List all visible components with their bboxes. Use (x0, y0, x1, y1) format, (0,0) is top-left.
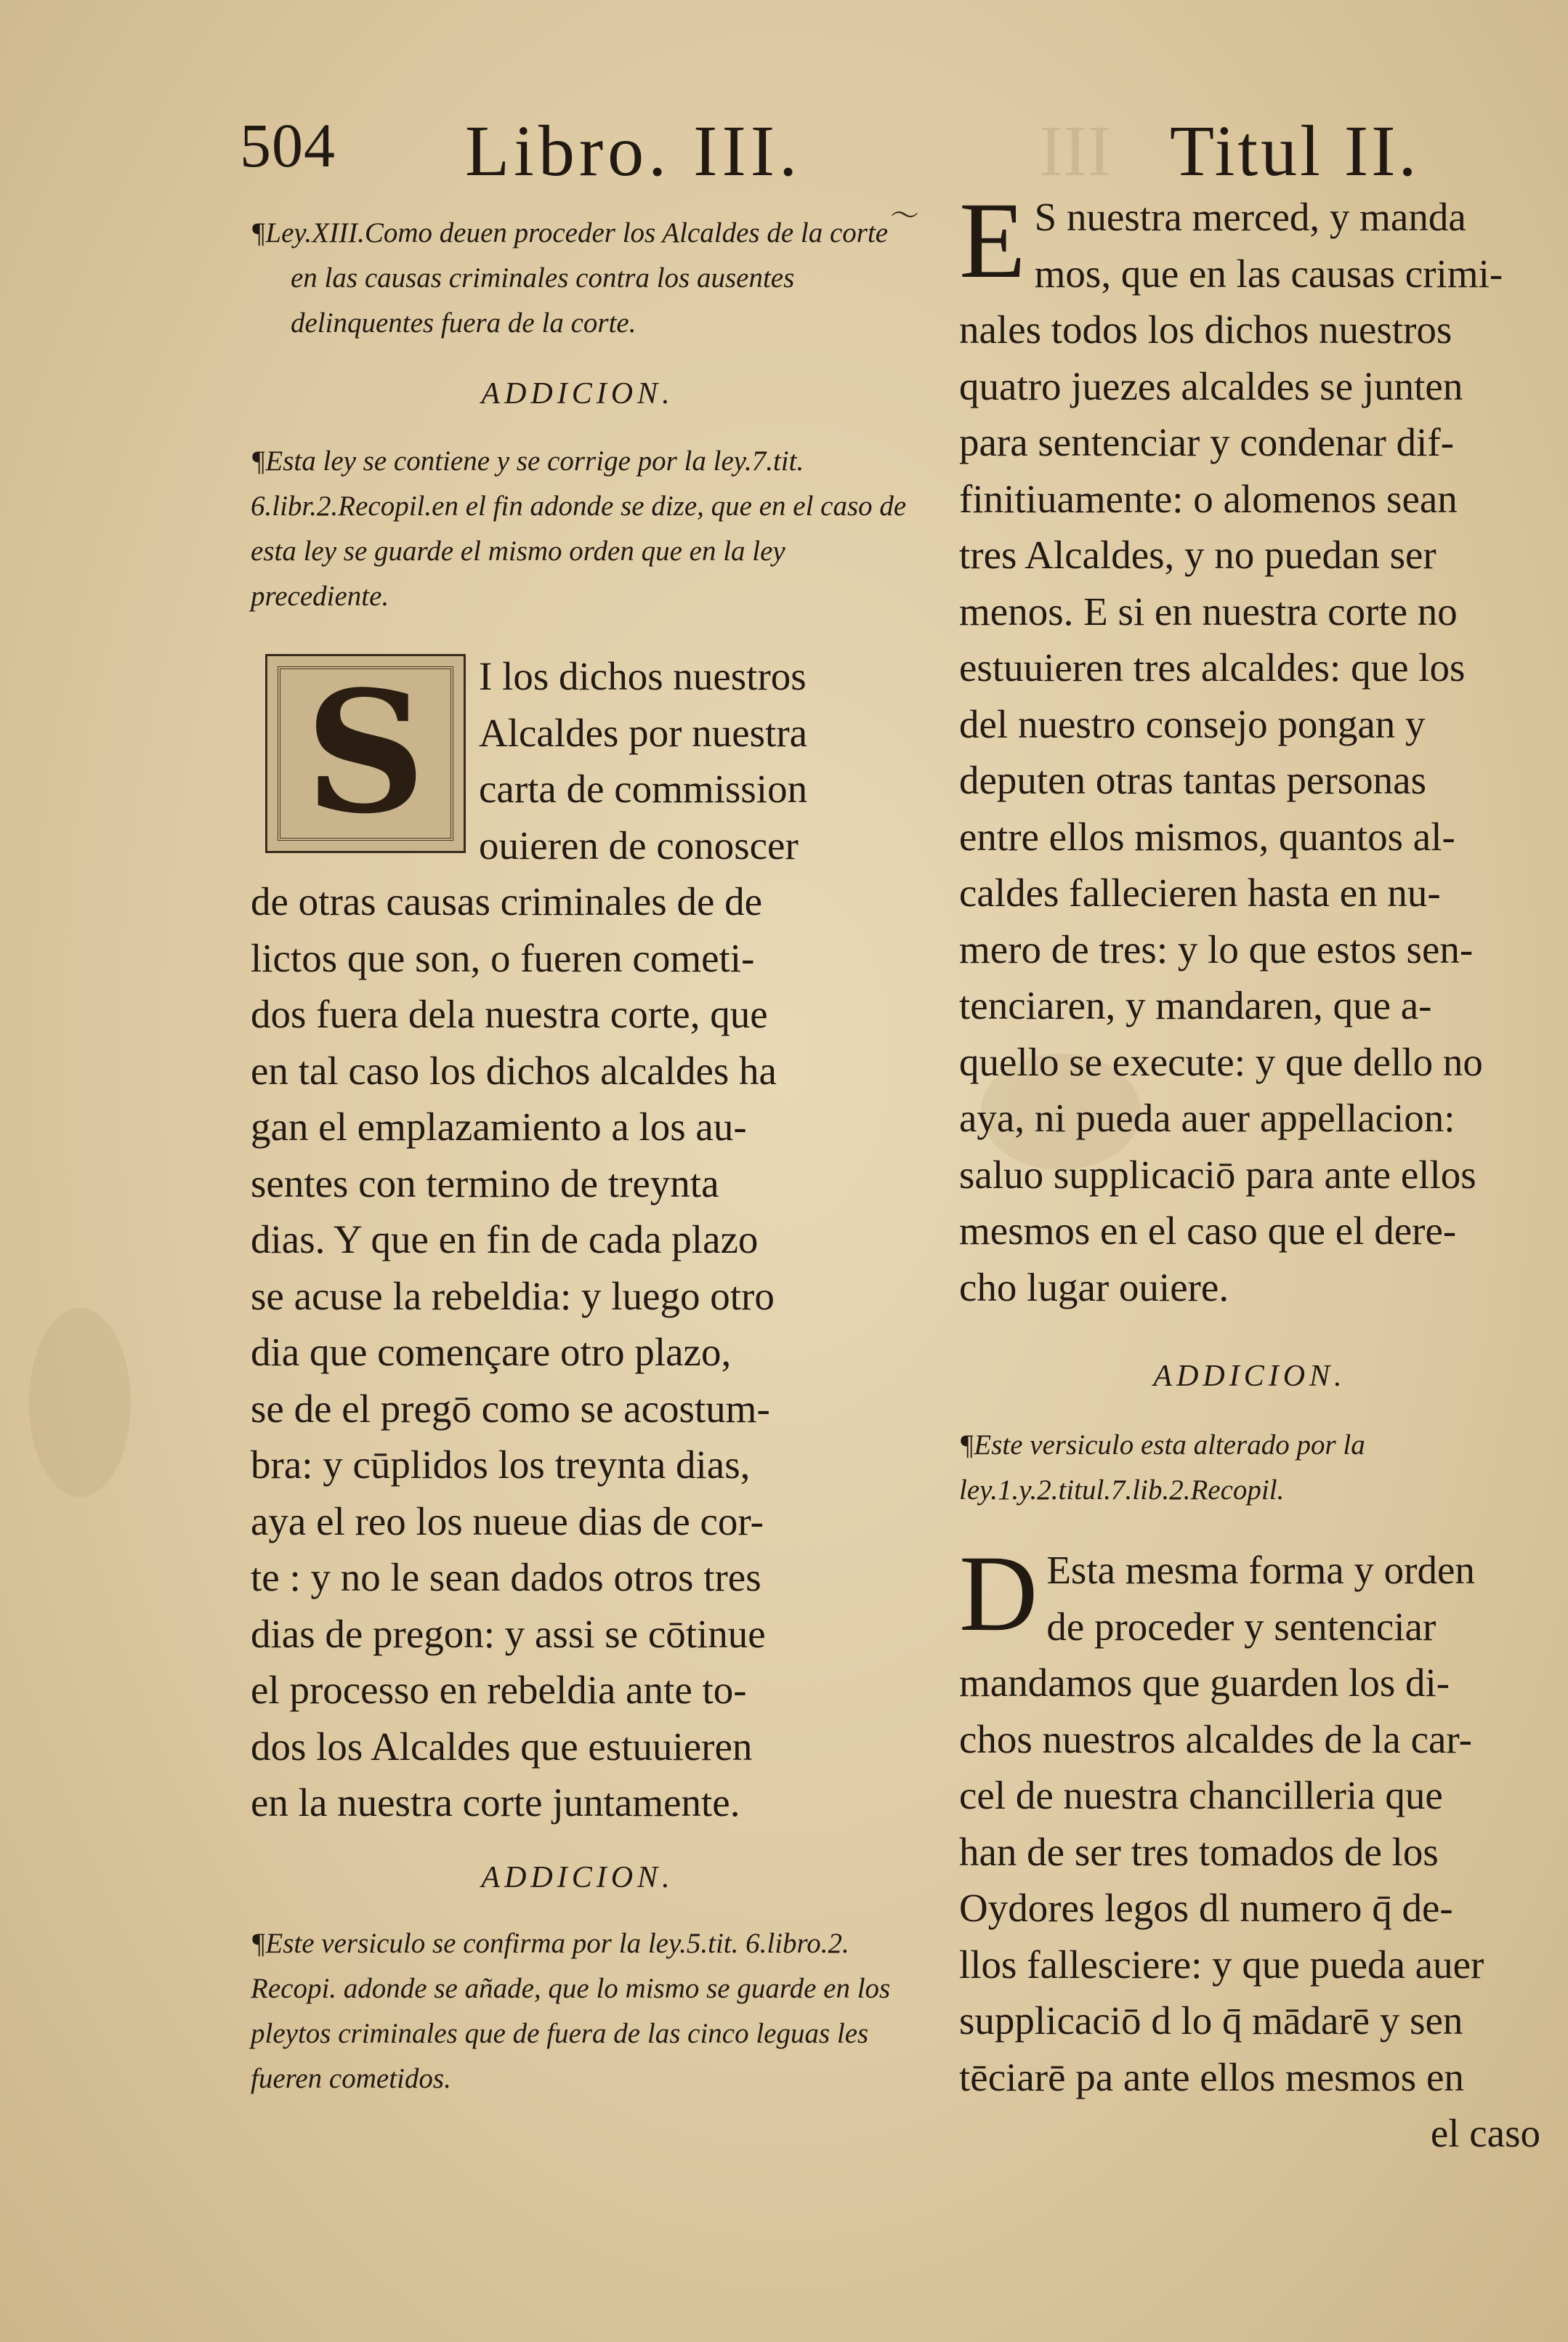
text-line: bra: y cūplidos los treynta dias, (251, 1442, 751, 1487)
running-head-book: Libro. III. (465, 110, 802, 191)
text-line: mandamos que guarden los di- (959, 1660, 1450, 1705)
text-line: tēciarē pa ante ellos mesmos en (959, 2054, 1464, 2099)
text-line: dias de pregon: y assi se cōtinue (251, 1611, 766, 1656)
right-column (959, 180, 1540, 2162)
text-line: Esta mesma forma y orden (1046, 1548, 1475, 1592)
text-line: saluo supplicaciō para ante ellos (959, 1152, 1476, 1197)
text-line: cho lugar ouiere. (959, 1264, 1229, 1309)
text-line: en tal caso los dichos alcaldes ha (251, 1048, 777, 1093)
text-line: supplicaciō d lo q̄ mādarē y sen (959, 1998, 1463, 2043)
addicion-note: ¶Este versiculo se confirma por la ley.5.tit. 6.libro.2. Recopi. adonde se añade, que lo mismo se guarde en los pleytos criminales que de fuera de las cinco leguas les fueren cometidos. (251, 1927, 891, 2094)
text-line: quatro juezes alcaldes se junten (959, 363, 1463, 408)
text-line: Oydores legos dl numero q̄ de- (959, 1886, 1453, 1930)
left-column (251, 211, 905, 2101)
text-line: para sentenciar y condenar dif- (959, 420, 1455, 464)
text-line: aya el reo los nueue dias de cor- (251, 1498, 764, 1543)
text-line: tenciaren, y mandaren, que a- (959, 983, 1432, 1027)
text-line: menos. E si en nuestra corte no (959, 589, 1458, 634)
text-line: caldes fallecieren hasta en nu- (959, 871, 1441, 915)
page-stain (29, 1308, 131, 1497)
text-line: de otras causas criminales de de (251, 879, 763, 924)
text-line: dos fuera dela nuestra corte, que (251, 992, 768, 1036)
text-line: entre ellos mismos, quantos al- (959, 814, 1455, 859)
text-line: S nuestra merced, y manda (1034, 195, 1466, 239)
text-line: cel de nuestra chancilleria que (959, 1773, 1443, 1817)
text-line: han de ser tres tomados de los (959, 1829, 1439, 1874)
text-line: nales todos los dichos nuestros (959, 307, 1452, 352)
text-line: gan el emplazamiento a los au- (251, 1105, 747, 1149)
decorated-initial (265, 654, 466, 853)
text-line: el processo en rebeldia ante to- (251, 1668, 747, 1712)
text-line: mero de tres: y lo que estos sen- (959, 926, 1474, 972)
text-line: deputen otras tantas personas (959, 758, 1427, 802)
addicion-note: ¶Esta ley se contiene y se corrige por la ley.7.tit. 6.libr.2.Recopil.en el fin adonde se dize, que en el caso de esta ley se guarde el mismo orden que en la ley precediente. (251, 445, 907, 612)
text-line: Alcaldes por nuestra (479, 710, 808, 755)
bleed-through-text: III (1039, 110, 1112, 191)
text-line: en la nuestra corte juntamente. (251, 1780, 740, 1825)
ornament-flourish: 〜 (890, 199, 919, 233)
addicion-heading: ADDICION. (481, 1860, 674, 1894)
law-summary: ¶Ley.XIII.Como deuen proceder los Alcaldes de la corte en las causas criminales contra los ausentes delinquentes fuera de la corte. (251, 217, 889, 339)
addicion-note: ¶Este versiculo esta alterado por la ley.1.y.2.titul.7.lib.2.Recopil. (959, 1429, 1365, 1506)
text-line: dos los Alcaldes que estuuieren (251, 1724, 753, 1769)
text-line: dia que començare otro plazo, (251, 1330, 732, 1374)
running-head-title: Titul II. (1170, 110, 1420, 191)
text-line: sentes con termino de treynta (251, 1160, 719, 1206)
law-text (959, 180, 1540, 1315)
drop-cap: D (959, 1533, 1038, 1654)
initial-letter: S (304, 655, 427, 852)
catchword: el caso (1430, 2111, 1540, 2155)
text-line: quello se execute: y que dello no (959, 1039, 1483, 1084)
text-line: mos, que en las causas crimi- (1034, 251, 1503, 296)
text-line: ouieren de conoscer (479, 823, 799, 868)
addicion-heading: ADDICION. (481, 377, 674, 411)
text-line: mesmos en el caso que el dere- (959, 1208, 1457, 1253)
text-line: finitiuamente: o alomenos sean (959, 476, 1458, 521)
text-line: dias. Y que en fin de cada plazo (251, 1217, 759, 1261)
text-line: aya, ni pueda auer appellacion: (959, 1096, 1455, 1140)
text-line: estuuieren tres alcaldes: que los (959, 645, 1466, 690)
law-text (959, 1533, 1540, 2162)
text-line: llos fallesciere: y que pueda auer (959, 1942, 1484, 1987)
text-line: del nuestro consejo pongan y (959, 701, 1426, 746)
addicion-heading: ADDICION. (1153, 1360, 1346, 1393)
drop-cap: E (959, 180, 1026, 301)
text-line: chos nuestros alcaldes de la car- (959, 1716, 1472, 1761)
text-line: se acuse la rebeldia: y luego otro (251, 1273, 775, 1318)
page-number: 504 (240, 110, 336, 180)
text-line: tres Alcaldes, y no puedan ser (959, 533, 1436, 577)
text-line: de proceder y sentenciar (1046, 1604, 1436, 1649)
law-text (251, 648, 905, 1831)
text-line: te : y no le sean dados otros tres (251, 1555, 761, 1599)
text-line: carta de commission (479, 767, 808, 811)
text-line: se de el pregō como se acostum- (251, 1386, 770, 1431)
text-line: I los dichos nuestros (479, 654, 807, 698)
text-line: lictos que son, o fueren cometi- (251, 935, 755, 980)
